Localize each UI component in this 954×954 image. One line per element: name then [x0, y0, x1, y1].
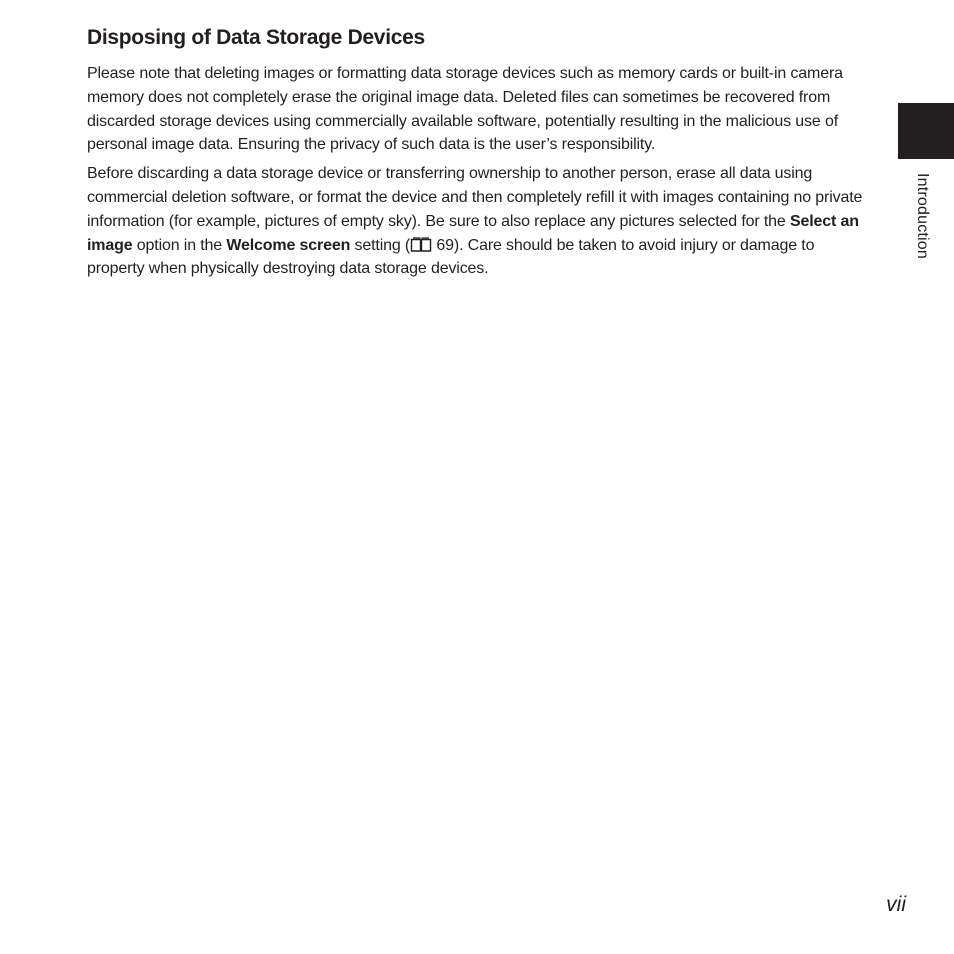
body-text — [87, 62, 867, 286]
page-number: vii — [886, 893, 906, 916]
paragraph-text: setting ( — [350, 236, 411, 254]
welcome-screen-setting-label: Welcome screen — [226, 236, 351, 254]
paragraph-text: option in the — [132, 236, 227, 254]
select-image-option-label: Select an image — [87, 212, 859, 254]
chapter-tab-label: Introduction — [914, 173, 931, 260]
book-reference-icon — [410, 237, 432, 252]
chapter-tab-marker — [898, 103, 954, 159]
paragraph-text: ). Care should be taken to avoid injury or damage to property when physically destroying data storage devices. — [87, 236, 815, 278]
paragraph-text: Before discarding a data storage device or transferring ownership to another person, erase all data using commercial deletion software, or format the device and then completely refill it with images containing no private information (for example, pictures of empty sky). Be sure to also replace any pictures selected for the — [87, 165, 863, 230]
section-heading: Disposing of Data Storage Devices — [87, 26, 425, 49]
paragraph-privacy-notice: Please note that deleting images or formatting data storage devices such as memory cards or built-in camera memory does not completely erase the original image data. Deleted files can sometimes be recovered from discarded storage devices using commercially available software, potentially resulting in the malicious use of personal image data. Ensuring the privacy of such data is the user’s responsibility. — [87, 65, 843, 154]
page-reference: 69 — [432, 236, 454, 254]
paragraph-disposal-instructions — [87, 162, 867, 281]
